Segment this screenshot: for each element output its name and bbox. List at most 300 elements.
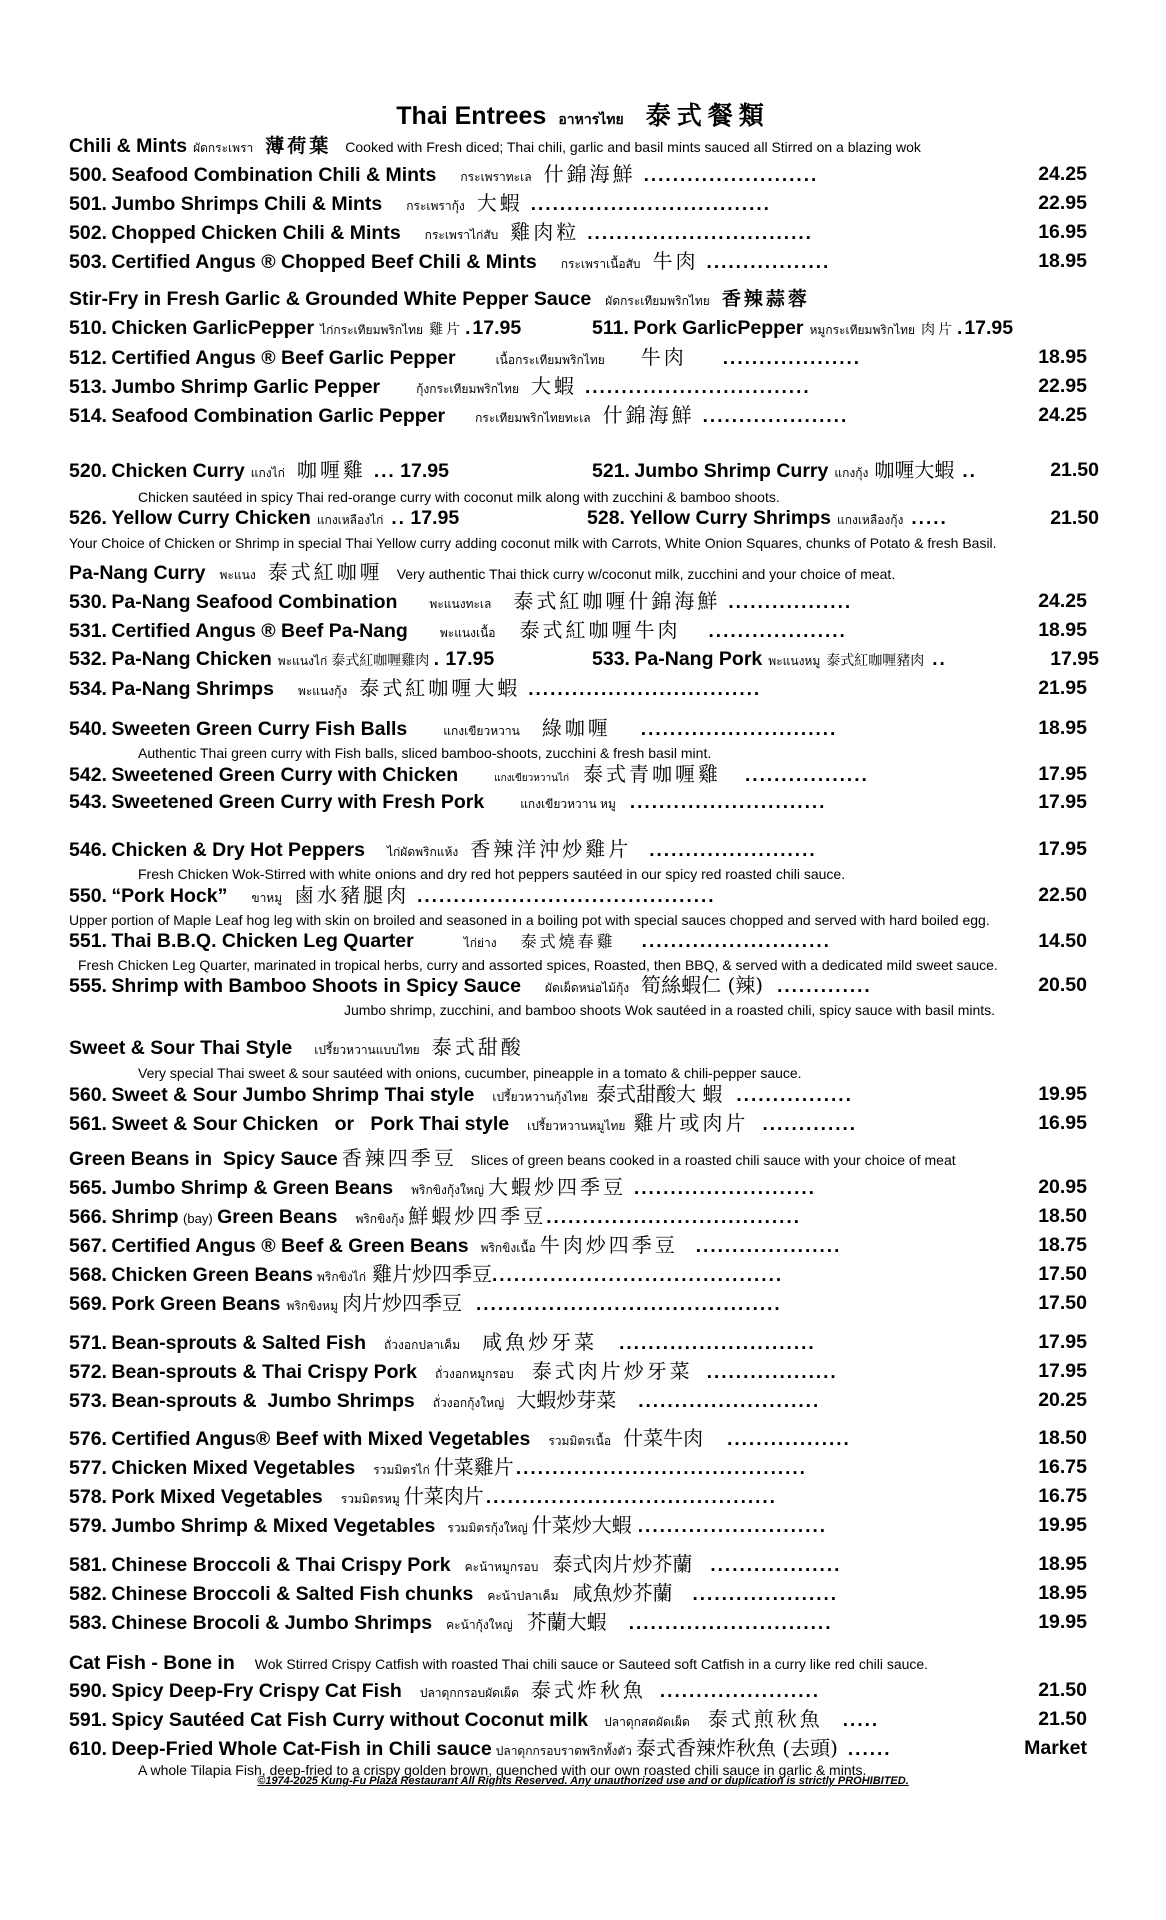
price: 18.50	[1032, 1424, 1087, 1452]
price: 18.95	[1032, 616, 1087, 644]
th: หมูกระเทียมพริกไทย	[809, 323, 916, 337]
th: แกงเขียวหวานไก่	[494, 773, 570, 784]
name: Bean-sprouts & Salted Fish	[111, 1332, 367, 1354]
small: (bay)	[183, 1211, 213, 1226]
section-green-beans	[69, 1144, 956, 1172]
price: 16.75	[1032, 1482, 1087, 1510]
num: 579.	[69, 1515, 107, 1537]
num: 551.	[69, 930, 107, 952]
name: Pa-Nang Shrimps	[111, 678, 274, 700]
th: เปรี้ยวหวานแบบไทย	[314, 1043, 420, 1057]
th: กระเพราไก่สับ	[424, 228, 499, 242]
item-description-551: Fresh Chicken Leg Quarter, marinated in tropical herbs, curry and assorted spices, Roasted, then BBQ, & served with a dedicated mild sweet sauce.	[78, 957, 998, 973]
th: คะน้าหมูกรอบ	[464, 1560, 539, 1574]
th: ผัดกระเพรา	[193, 141, 254, 155]
menu-item-540	[69, 714, 1099, 742]
num: 511.	[592, 317, 629, 339]
name: Sweet & Sour Jumbo Shrimp Thai style	[111, 1084, 475, 1106]
num: 531.	[69, 620, 107, 642]
name: Pa-Nang Pork	[634, 648, 763, 670]
menu-item-512	[69, 343, 1099, 371]
price: 18.75	[1032, 1231, 1087, 1259]
th: กระเพราเนื้อสับ	[560, 257, 641, 271]
num: 543.	[69, 791, 107, 813]
menu-item-543	[69, 788, 1099, 816]
th: กระเพราทะเล	[460, 170, 532, 184]
name: Chicken Mixed Vegetables	[111, 1457, 356, 1479]
menu-item-590	[69, 1676, 1099, 1704]
name: Certified Angus ® Beef Garlic Pepper	[111, 347, 456, 369]
name: Chopped Chicken Chili & Mints	[111, 222, 401, 244]
menu-item-510	[69, 314, 589, 342]
th: พะแนงหมู	[768, 654, 821, 668]
price: 16.75	[1032, 1453, 1087, 1481]
num: 546.	[69, 839, 107, 861]
th: ปลาดุกกรอบผัดเผ็ด	[419, 1686, 519, 1700]
th: ไก่ย่าง	[463, 936, 497, 950]
menu-item-550	[69, 881, 1099, 909]
zh: 什菜肉片	[403, 1484, 484, 1508]
price: 17.50	[1032, 1289, 1087, 1317]
zh: 咸魚炒牙菜	[482, 1330, 598, 1354]
dots: ................................	[528, 679, 762, 700]
menu-item-514	[69, 401, 1099, 429]
price: 17.95	[1032, 835, 1087, 863]
num: 510.	[69, 317, 107, 339]
zh: 雞片或肉片	[633, 1111, 749, 1135]
name: Certified Angus ® Chopped Beef Chili & Mints	[111, 251, 537, 273]
price: 17.95	[1032, 1357, 1087, 1385]
dots: .............	[762, 1114, 858, 1135]
num: 581.	[69, 1554, 107, 1576]
num: 514.	[69, 405, 107, 427]
zh: 咖喱雞	[296, 458, 366, 482]
name: Chicken & Dry Hot Peppers	[111, 839, 365, 861]
num: 550.	[69, 885, 107, 907]
name: Pork Green Beans	[111, 1293, 281, 1315]
dots: ..	[932, 649, 947, 670]
num: 520.	[69, 460, 107, 482]
desc: Wok Stirred Crispy Catfish with roasted Thai chili sauce or Sauteed soft Catfish in a curry like red chili sauce.	[254, 1656, 929, 1672]
copyright-footer: ©1974-2025 Kung-Fu Plaza Restaurant All Rights Reserved. Any unauthorized use and or duplication is strictly PROHIBITED.	[257, 1775, 909, 1787]
menu-item-567	[69, 1231, 1099, 1259]
item-description-550: Upper portion of Maple Leaf hog leg with skin on broiled and seasoned in a boiling pot with special sauces chopped and served with hard boiled egg.	[69, 912, 990, 928]
th: ถั่วงอกหมูกรอบ	[434, 1367, 514, 1381]
dots: .........................................	[417, 886, 716, 907]
item-description-520: Chicken sautéed in spicy Thai red-orange curry with coconut milk along with zucchini & bamboo shoots.	[138, 489, 780, 505]
zh: 泰式紅咖喱	[267, 560, 383, 584]
dots: ...........................	[640, 719, 838, 740]
dots: ..........................	[637, 1516, 828, 1537]
dots: ........................................	[485, 1487, 777, 1508]
zh: 什菜炒大蝦	[531, 1513, 632, 1537]
name: Sweet & Sour Thai Style	[69, 1037, 293, 1059]
zh: 什錦海鮮	[543, 162, 636, 186]
dots: ..........................	[641, 931, 831, 952]
menu-item-581	[69, 1550, 1099, 1578]
dots: ..................	[710, 1555, 842, 1576]
num: 566.	[69, 1206, 107, 1228]
name: Green Beans in Spicy Sauce	[69, 1148, 338, 1170]
menu-item-568	[69, 1260, 1099, 1288]
name: Chinese Broccoli & Salted Fish chunks	[111, 1583, 474, 1605]
price: 17.50	[1032, 1260, 1087, 1288]
zh: 泰式燒春雞	[520, 932, 616, 951]
num: 578.	[69, 1486, 107, 1508]
menu-item-546	[69, 835, 1099, 863]
menu-item-579	[69, 1511, 1099, 1539]
section-description-sweet-sour: Very special Thai sweet & sour sautéed with onions, cucumber, pineapple in a tomato & chili-pepper sauce.	[138, 1065, 802, 1081]
dots: ...................................	[546, 1207, 802, 1228]
th: รวมมิตรหมู	[340, 1492, 400, 1506]
name: Stir-Fry in Fresh Garlic & Grounded White Pepper Sauce	[69, 288, 592, 310]
th: รวมมิตรไก่	[373, 1463, 430, 1477]
name: “Pork Hock”	[111, 885, 228, 907]
price: Market	[1018, 1734, 1087, 1762]
th: เปรี้ยวหวานหมูไทย	[527, 1119, 626, 1133]
th: เนื้อกระเทียมพริกไทย	[495, 353, 605, 367]
name2: Green Beans	[217, 1206, 338, 1228]
name: Thai B.B.Q. Chicken Leg Quarter	[111, 930, 414, 952]
th: ไก่กระเทียมพริกไทย	[320, 323, 424, 337]
name: Yellow Curry Shrimps	[629, 507, 831, 529]
th: รวมมิตรกุ้งใหญ่	[447, 1521, 528, 1535]
name: Chicken GarlicPepper	[111, 317, 315, 339]
zh: 泰式甜酸大 蝦	[596, 1082, 723, 1106]
menu-item-503	[69, 247, 1099, 275]
zh: 牛肉炒四季豆	[539, 1233, 678, 1257]
price: 21.50	[1032, 1676, 1087, 1704]
menu-item-577	[69, 1453, 1099, 1481]
menu-item-551	[69, 927, 1099, 955]
th: ถั่วงอกกุ้งใหญ่	[432, 1396, 505, 1410]
name: Deep-Fried Whole Cat-Fish in Chili sauce	[111, 1738, 492, 1760]
th: ปลาดุกสดผัดเผ็ด	[604, 1715, 690, 1729]
dots: .................	[728, 592, 853, 613]
name: Pa-Nang Curry	[69, 562, 206, 584]
price: 18.50	[1032, 1202, 1087, 1230]
zh: 泰式肉片炒芥蘭	[552, 1552, 693, 1576]
name: Jumbo Shrimp & Green Beans	[111, 1177, 394, 1199]
zh: 泰式紅咖喱大蝦	[359, 676, 521, 700]
menu-item-528	[587, 504, 1099, 532]
price: 17.95	[400, 460, 449, 482]
dots: ............................	[628, 1613, 833, 1634]
dots: ...............................	[584, 377, 811, 398]
name: Certified Angus ® Beef Pa-Nang	[111, 620, 408, 642]
name: Seafood Combination Chili & Mints	[111, 164, 437, 186]
menu-item-521	[592, 456, 1099, 484]
zh: 什菜雞片	[433, 1455, 514, 1479]
price: 21.50	[1044, 456, 1099, 484]
th: แกงเขียวหวาน	[443, 724, 520, 738]
menu-item-610	[69, 1734, 1099, 1762]
price: 18.95	[1032, 1579, 1087, 1607]
menu-item-573	[69, 1386, 1099, 1414]
price: 17.95	[1044, 645, 1099, 673]
menu-row-510-511	[69, 314, 1099, 342]
num: 540.	[69, 718, 107, 740]
menu-row-526-528	[69, 504, 1099, 532]
th: อาหารไทย	[558, 111, 624, 127]
zh: 雞肉粒	[510, 220, 580, 244]
section-chili-mints	[69, 132, 921, 160]
dots: .............	[777, 976, 872, 997]
th: กระเพรากุ้ง	[406, 199, 465, 213]
item-description-526: Your Choice of Chicken or Shrimp in special Thai Yellow curry adding coconut milk with Carrots, White Onion Squares, chunks of Potato & fresh Basil.	[69, 535, 997, 551]
th: พริกขิงกุ้ง	[355, 1212, 405, 1226]
menu-item-513	[69, 372, 1099, 400]
th: ปลาดุกกรอบราดพริกทั้งตัว	[495, 1744, 632, 1758]
zh: 什菜牛肉	[623, 1426, 704, 1450]
th: พะแนงกุ้ง	[297, 684, 348, 698]
dots: ..........................................	[476, 1294, 782, 1315]
th: รวมมิตรเนื้อ	[548, 1434, 612, 1448]
menu-item-572	[69, 1357, 1099, 1385]
desc: Very authentic Thai thick curry w/coconut milk, zucchini and your choice of meat.	[396, 566, 896, 582]
name: Spicy Deep-Fry Crispy Cat Fish	[111, 1680, 402, 1702]
dots: .................	[745, 765, 869, 786]
dots: ........................................	[491, 1265, 784, 1286]
price: 19.95	[1032, 1608, 1087, 1636]
menu-item-561	[69, 1109, 1099, 1137]
num: 567.	[69, 1235, 107, 1257]
zh: 泰式香辣炸秋魚 (去頭)	[635, 1736, 838, 1760]
th: ผัดกระเทียมพริกไทย	[605, 294, 710, 308]
menu-item-571	[69, 1328, 1099, 1356]
section-panang	[69, 558, 895, 586]
menu-item-555	[69, 971, 1099, 999]
item-description-610: A whole Tilapia Fish, deep-fried to a crispy golden brown, quenched with our own roasted chili sauce in garlic & mints.	[138, 1762, 867, 1778]
th: พะแนงไก่	[277, 654, 328, 668]
name: Sweet & Sour Chicken or Pork Thai style	[111, 1113, 510, 1135]
zh: 薄荷葉	[265, 135, 332, 157]
zh: 牛肉	[640, 345, 687, 369]
price: 20.25	[1032, 1386, 1087, 1414]
price: 21.50	[1032, 1705, 1087, 1733]
price: 20.95	[1032, 1173, 1087, 1201]
item-description-546: Fresh Chicken Wok-Stirred with white onions and dry red hot peppers sautéed in our spicy red roasted chili sauce.	[138, 866, 846, 882]
num: 530.	[69, 591, 107, 613]
dots: .................	[727, 1429, 851, 1450]
num: 532.	[69, 648, 107, 670]
menu-item-500	[69, 160, 1099, 188]
en: Thai Entrees	[396, 102, 547, 130]
zh: 雞片炒四季豆	[371, 1262, 492, 1286]
price: 17.95	[1032, 788, 1087, 816]
price: 24.25	[1032, 401, 1087, 429]
th: คะน้าปลาเค็ม	[487, 1589, 559, 1603]
name: Shrimp with Bamboo Shoots in Spicy Sauce	[111, 975, 521, 997]
th: ผัดเผ็ดหน่อไม้กุ้ง	[544, 981, 630, 995]
zh: 泰式煎秋魚	[707, 1707, 823, 1731]
price: 17.95	[964, 317, 1014, 339]
name: Chinese Brocoli & Jumbo Shrimps	[111, 1612, 433, 1634]
num: 528.	[587, 507, 625, 529]
zh: 肉片	[921, 322, 956, 338]
name: Bean-sprouts & Thai Crispy Pork	[111, 1361, 417, 1383]
num: 501.	[69, 193, 107, 215]
menu-item-566	[69, 1202, 1099, 1230]
menu-item-520	[69, 456, 589, 484]
price: 14.50	[1032, 927, 1087, 955]
th: พริกขิงหมู	[286, 1299, 338, 1313]
item-description-555: Jumbo shrimp, zucchini, and bamboo shoots Wok sautéed in a roasted chili, spicy sauce with basil mints.	[344, 1002, 996, 1018]
menu-item-569	[69, 1289, 1099, 1317]
th: พริกขิงเนื้อ	[480, 1241, 536, 1255]
dots: ...........................	[619, 1333, 816, 1354]
zh: 咸魚炒芥蘭	[572, 1581, 673, 1605]
num: 555.	[69, 975, 107, 997]
price: 19.95	[1032, 1080, 1087, 1108]
num: 542.	[69, 764, 107, 786]
price: 20.50	[1032, 971, 1087, 999]
zh: 芥蘭大蝦	[526, 1610, 607, 1634]
num: 560.	[69, 1084, 107, 1106]
dots: ........................	[643, 165, 819, 186]
zh: 香辣洋沖炒雞片	[470, 837, 632, 861]
th: เปรี้ยวหวานกุ้งไทย	[492, 1090, 589, 1104]
num: 568.	[69, 1264, 107, 1286]
price: 18.95	[1032, 343, 1087, 371]
th: แกงไก่	[250, 466, 285, 480]
name: Sweeten Green Curry Fish Balls	[111, 718, 408, 740]
section-sweet-sour	[69, 1033, 524, 1061]
menu-item-530	[69, 587, 1099, 615]
num: 591.	[69, 1709, 107, 1731]
menu-item-501	[69, 189, 1099, 217]
price: 18.95	[1032, 247, 1087, 275]
dots: .	[465, 318, 473, 339]
th: ถั่วงอกปลาเค็ม	[384, 1338, 461, 1352]
name: Chili & Mints	[69, 135, 188, 157]
th: แกงเหลืองไก่	[316, 513, 384, 527]
dots: ................	[736, 1085, 853, 1106]
zh: 什錦海鮮	[602, 403, 695, 427]
dots: ..................	[706, 1362, 838, 1383]
th: แกงเขียวหวาน หมู	[520, 797, 616, 811]
price: 18.95	[1032, 1550, 1087, 1578]
name: Cat Fish - Bone in	[69, 1652, 235, 1674]
dots: ....................	[692, 1584, 839, 1605]
num: 590.	[69, 1680, 107, 1702]
name: Pork GarlicPepper	[633, 317, 804, 339]
zh: 泰式甜酸	[431, 1035, 524, 1059]
num: 526.	[69, 507, 107, 529]
name: Spicy Sautéed Cat Fish Curry without Coconut milk	[111, 1709, 589, 1731]
th: พริกขิงไก่	[317, 1270, 366, 1284]
price: 21.95	[1032, 674, 1087, 702]
name: Yellow Curry Chicken	[111, 507, 311, 529]
zh: 香辣蒜蓉	[721, 288, 810, 310]
zh: 綠咖喱	[541, 716, 611, 740]
zh: 香辣四季豆	[341, 1146, 457, 1170]
num: 500.	[69, 164, 107, 186]
zh: 泰式青咖喱雞	[583, 762, 722, 786]
dots: ....................	[702, 406, 849, 427]
zh: 肉片炒四季豆	[342, 1291, 462, 1315]
dots: ..	[962, 461, 977, 482]
zh: 大蝦	[476, 191, 523, 215]
zh: 鹵水豬腿肉	[294, 883, 410, 907]
name: Jumbo Shrimp Garlic Pepper	[111, 376, 381, 398]
num: 572.	[69, 1361, 107, 1383]
dots: ......................	[659, 1681, 821, 1702]
zh: 大蝦炒芽菜	[516, 1388, 617, 1412]
name: Sweetened Green Curry with Chicken	[111, 764, 459, 786]
item-description-540: Authentic Thai green curry with Fish balls, sliced bamboo-shoots, zucchini & fresh basil mint.	[138, 745, 712, 761]
th: แกงกุ้ง	[834, 466, 869, 480]
zh: 大蝦炒四季豆	[487, 1175, 626, 1199]
zh: 牛肉	[652, 249, 699, 273]
dots: .........................	[638, 1391, 821, 1412]
th: พะแนงทะเล	[429, 597, 492, 611]
dots: ...................	[722, 348, 862, 369]
zh: 筍絲蝦仁 (辣)	[641, 973, 764, 997]
num: 502.	[69, 222, 107, 244]
page-title	[0, 96, 1166, 132]
price: 17.95	[1032, 1328, 1087, 1356]
name: Jumbo Shrimp Curry	[634, 460, 829, 482]
menu-item-511	[592, 314, 1099, 342]
name: Jumbo Shrimps Chili & Mints	[111, 193, 383, 215]
num: 512.	[69, 347, 107, 369]
name: Pa-Nang Seafood Combination	[111, 591, 398, 613]
th: แกงเหลืองกุ้ง	[836, 513, 904, 527]
num: 610.	[69, 1738, 107, 1760]
zh: 咖喱大蝦	[874, 458, 955, 482]
dots: .....	[842, 1710, 880, 1731]
menu-row-520-521	[69, 456, 1099, 484]
dots: .................................	[530, 194, 771, 215]
th: พะแนงเนื้อ	[439, 626, 496, 640]
num: 561.	[69, 1113, 107, 1135]
zh: 鮮蝦炒四季豆	[408, 1204, 547, 1228]
num: 571.	[69, 1332, 107, 1354]
desc: Slices of green beans cooked in a roasted chili sauce with your choice of meat	[470, 1152, 956, 1168]
dots: .......................	[649, 840, 817, 861]
dots: ......	[847, 1739, 892, 1760]
name: Jumbo Shrimp & Mixed Vegetables	[111, 1515, 436, 1537]
price: 17.95	[445, 648, 495, 670]
price: 22.50	[1032, 881, 1087, 909]
dots: ...............................	[587, 223, 813, 244]
menu-item-531	[69, 616, 1099, 644]
menu-item-591	[69, 1705, 1099, 1733]
price: 21.50	[1044, 504, 1099, 532]
num: 576.	[69, 1428, 107, 1450]
menu-item-526	[69, 504, 589, 532]
section-garlic-pepper	[69, 285, 810, 313]
num: 521.	[592, 460, 630, 482]
name: Seafood Combination Garlic Pepper	[111, 405, 446, 427]
price: 24.25	[1032, 587, 1087, 615]
name: Chicken Curry	[111, 460, 245, 482]
th: พริกขิงกุ้งใหญ่	[411, 1183, 484, 1197]
name: Pa-Nang Chicken	[111, 648, 272, 670]
num: 565.	[69, 1177, 107, 1199]
menu-item-560	[69, 1080, 1099, 1108]
zh: 泰式紅咖喱雞肉	[331, 653, 430, 669]
menu-row-532-533	[69, 645, 1099, 673]
menu-item-502	[69, 218, 1099, 246]
price: 16.95	[1032, 1109, 1087, 1137]
menu-item-532	[69, 645, 589, 673]
menu-item-576	[69, 1424, 1099, 1452]
dots: .................	[706, 252, 831, 273]
num: 503.	[69, 251, 107, 273]
price: 19.95	[1032, 1511, 1087, 1539]
